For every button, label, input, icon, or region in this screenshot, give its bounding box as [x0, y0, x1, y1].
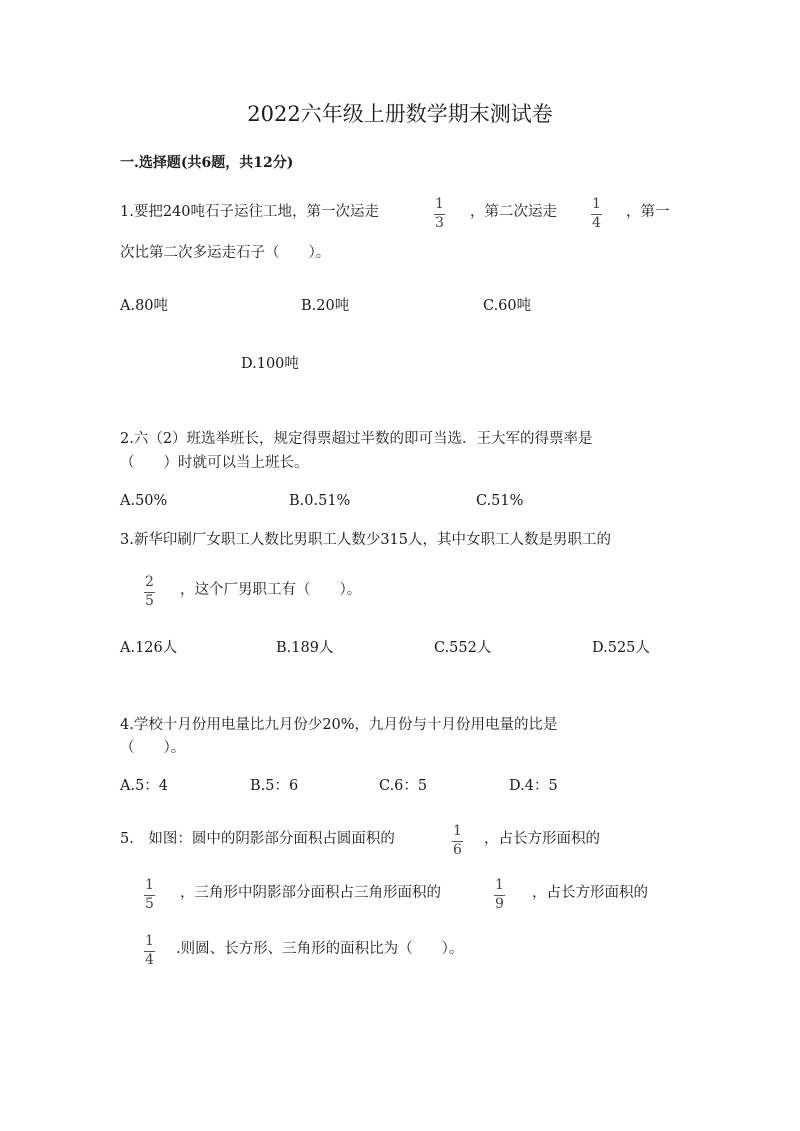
q5-text-part2: ，占长方形面积的 [484, 831, 600, 847]
q4-text-line1: 4.学校十月份用电量比九月份少20%，九月份与十月份用电量的比是 [120, 717, 558, 733]
q1-text-part3: ，第一 [626, 204, 670, 220]
q1-option-c: C.60吨 [483, 298, 532, 314]
q2-option-c: C.51% [476, 493, 524, 509]
q5-fraction-4 [144, 934, 155, 968]
fraction-numerator: 1 [592, 196, 601, 212]
fraction-denominator: 3 [435, 215, 444, 231]
fraction-numerator: 2 [145, 574, 154, 590]
fraction-denominator: 5 [145, 896, 154, 912]
q4-option-a: A.5：4 [120, 778, 169, 794]
q4-option-b: B.5：6 [250, 778, 299, 794]
section-heading: 一.选择题(共6题，共12分) [120, 155, 294, 171]
fraction-denominator: 4 [592, 215, 601, 231]
q2-option-b: B.0.51% [289, 493, 351, 509]
fraction-denominator: 5 [145, 593, 154, 609]
q5-fraction-2 [144, 878, 155, 912]
q4-option-c: C.6：5 [379, 778, 428, 794]
q3-option-a: A.126人 [120, 640, 178, 656]
fraction-numerator: 1 [145, 877, 154, 893]
q5-fraction-1 [452, 824, 463, 858]
q5-text-part4: ，占长方形面积的 [532, 885, 648, 901]
fraction-numerator: 1 [453, 823, 462, 839]
q1-fraction-2 [591, 197, 602, 231]
q1-option-b: B.20吨 [301, 298, 350, 314]
page-title: 2022六年级上册数学期末测试卷 [247, 102, 553, 126]
q3-fraction [144, 575, 155, 609]
q3-text-line2: ，这个厂男职工有（ ）。 [180, 582, 362, 598]
q1-text-part2: ，第二次运走 [470, 204, 557, 220]
q3-option-d: D.525人 [592, 640, 650, 656]
q2-option-a: A.50% [120, 493, 168, 509]
q1-text-line2: 次比第二次多运走石子（ ）。 [120, 245, 331, 261]
q1-option-d: D.100吨 [241, 356, 299, 372]
q3-option-b: B.189人 [276, 640, 334, 656]
fraction-denominator: 6 [453, 842, 462, 858]
q1-text-part1: 1.要把240吨石子运往工地，第一次运走 [120, 204, 380, 220]
q2-text-line2: （ ）时就可以当上班长。 [120, 455, 309, 471]
q5-text-part1: 5. 如图：圆中的阴影部分面积占圆面积的 [120, 831, 395, 847]
q4-text-line2: （ ）。 [120, 740, 186, 756]
fraction-numerator: 1 [495, 877, 504, 893]
q3-text-line1: 3.新华印刷厂女职工人数比男职工人数少315人，其中女职工人数是男职工的 [120, 532, 612, 548]
q5-text-line3: .则圆、长方形、三角形的面积比为（ ）。 [176, 941, 464, 957]
q5-text-part3: ，三角形中阴影部分面积占三角形面积的 [180, 885, 441, 901]
q3-option-c: C.552人 [434, 640, 492, 656]
q1-option-a: A.80吨 [120, 298, 169, 314]
q4-option-d: D.4：5 [509, 778, 558, 794]
q5-fraction-3 [494, 878, 505, 912]
fraction-numerator: 1 [145, 933, 154, 949]
fraction-denominator: 4 [145, 952, 154, 968]
q2-text-line1: 2.六（2）班选举班长，规定得票超过半数的即可当选．王大军的得票率是 [120, 431, 593, 447]
fraction-denominator: 9 [495, 896, 504, 912]
q1-fraction-1 [434, 197, 445, 231]
fraction-numerator: 1 [435, 196, 444, 212]
